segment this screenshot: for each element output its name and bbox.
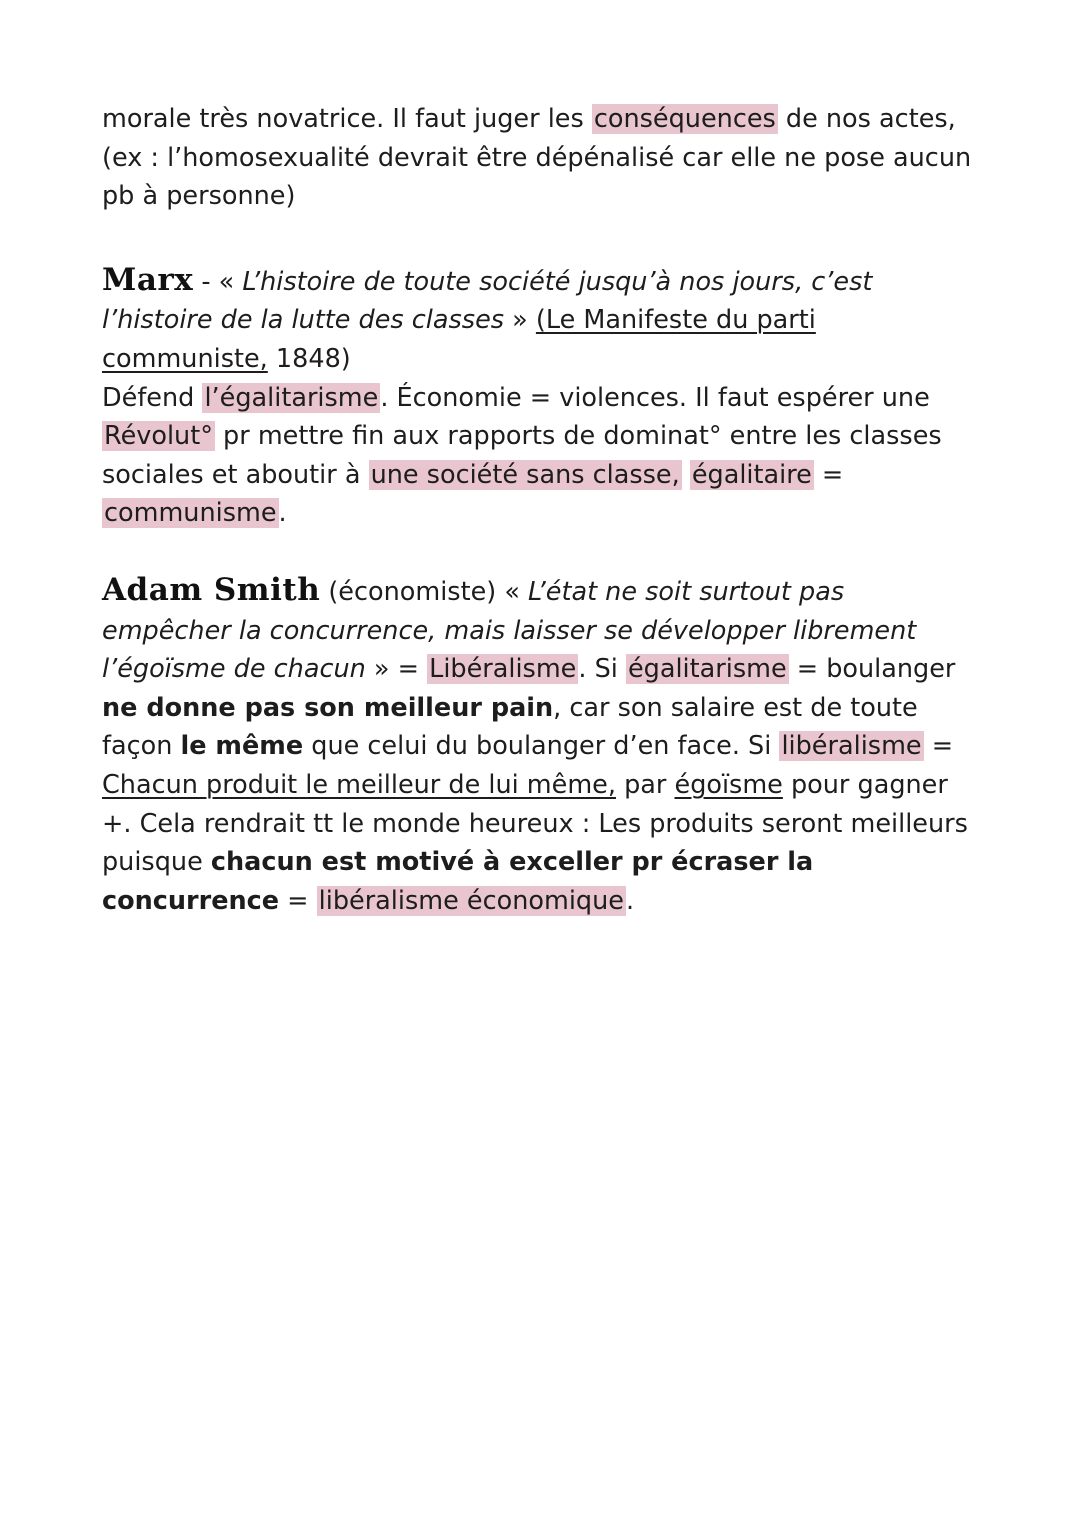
- marx-text: Défend: [102, 382, 203, 413]
- intro-text: de nos actes,: [777, 104, 956, 134]
- marx-year: 1848): [267, 343, 351, 374]
- intro-text: pb à personne): [102, 181, 296, 212]
- highlight-egalitaire: égalitaire: [691, 459, 812, 490]
- smith-text: , car son salaire est de toute façon: [102, 692, 918, 762]
- smith-quote: L’état ne soit surtout pas empêcher la concurrence, mais laisser se développer librement l’égoïsme de chacun: [102, 576, 917, 685]
- bold-le-meme: le même: [180, 731, 304, 762]
- highlight-liberalisme-economique: libéralisme économique: [318, 885, 624, 916]
- bold-chacun-motive: chacun est motivé à exceller pr écraser la concurrence: [102, 847, 814, 916]
- underline-egoisme: égoïsme: [674, 769, 783, 800]
- smith-text: . Si: [578, 654, 626, 685]
- marx-text: =: [813, 459, 844, 490]
- highlight-egalitarisme: l’égalitarisme: [204, 382, 379, 413]
- smith-text: = boulanger: [788, 654, 956, 685]
- highlight-societe-sans-classe: une société sans classe,: [370, 459, 680, 490]
- underline-chacun-produit: Chacun produit le meilleur de lui même,: [102, 769, 616, 800]
- marx-text: .: [278, 498, 287, 529]
- marx-quote: L’histoire de toute société jusqu’à nos jours, c’est l’histoire de la lutte des classes: [102, 266, 873, 336]
- marx-text: [682, 460, 690, 490]
- document-page: [102, 100, 972, 920]
- smith-role: (économiste) «: [320, 576, 529, 607]
- marx-source: (Le Manifeste du parti communiste,: [102, 305, 816, 374]
- highlight-liberalisme-2: libéralisme: [781, 731, 922, 762]
- smith-text: =: [279, 885, 317, 916]
- smith-text: que celui du boulanger d’en face. Si: [303, 731, 780, 762]
- highlight-liberalisme: Libéralisme: [429, 654, 577, 685]
- intro-paragraph: [102, 100, 972, 216]
- marx-quote-close: »: [504, 305, 536, 336]
- author-name-smith: Adam Smith: [102, 571, 321, 608]
- marx-sep: - «: [193, 266, 243, 297]
- smith-text: .: [625, 885, 635, 916]
- marx-text: pr mettre fin aux rapports de dominat° entre les classes sociales et aboutir à: [102, 421, 942, 490]
- smith-paragraph: [102, 571, 972, 920]
- highlight-egalitarisme-2: égalitarisme: [627, 654, 787, 685]
- intro-text: (ex : l’homosexualité devrait être dépénalisé car elle ne pose aucun: [102, 142, 972, 173]
- bold-meilleur-pain: ne donne pas son meilleur pain: [102, 692, 554, 723]
- highlight-consequences: conséquences: [593, 104, 776, 134]
- smith-text: pour gagner +. Cela rendrait tt le monde heureux : Les produits seront meilleurs puisque: [102, 769, 968, 878]
- author-name-marx: Marx: [102, 261, 194, 298]
- highlight-revolution: Révolut°: [104, 421, 213, 452]
- highlight-communisme: communisme: [104, 498, 277, 529]
- intro-text: morale très novatrice. Il faut juger les: [102, 104, 592, 134]
- marx-text: . Économie = violences. Il faut espérer une: [380, 382, 930, 413]
- smith-quote-close: » =: [365, 654, 428, 685]
- marx-paragraph: [102, 261, 972, 533]
- smith-text: =: [923, 731, 954, 762]
- smith-text: par: [615, 769, 675, 800]
